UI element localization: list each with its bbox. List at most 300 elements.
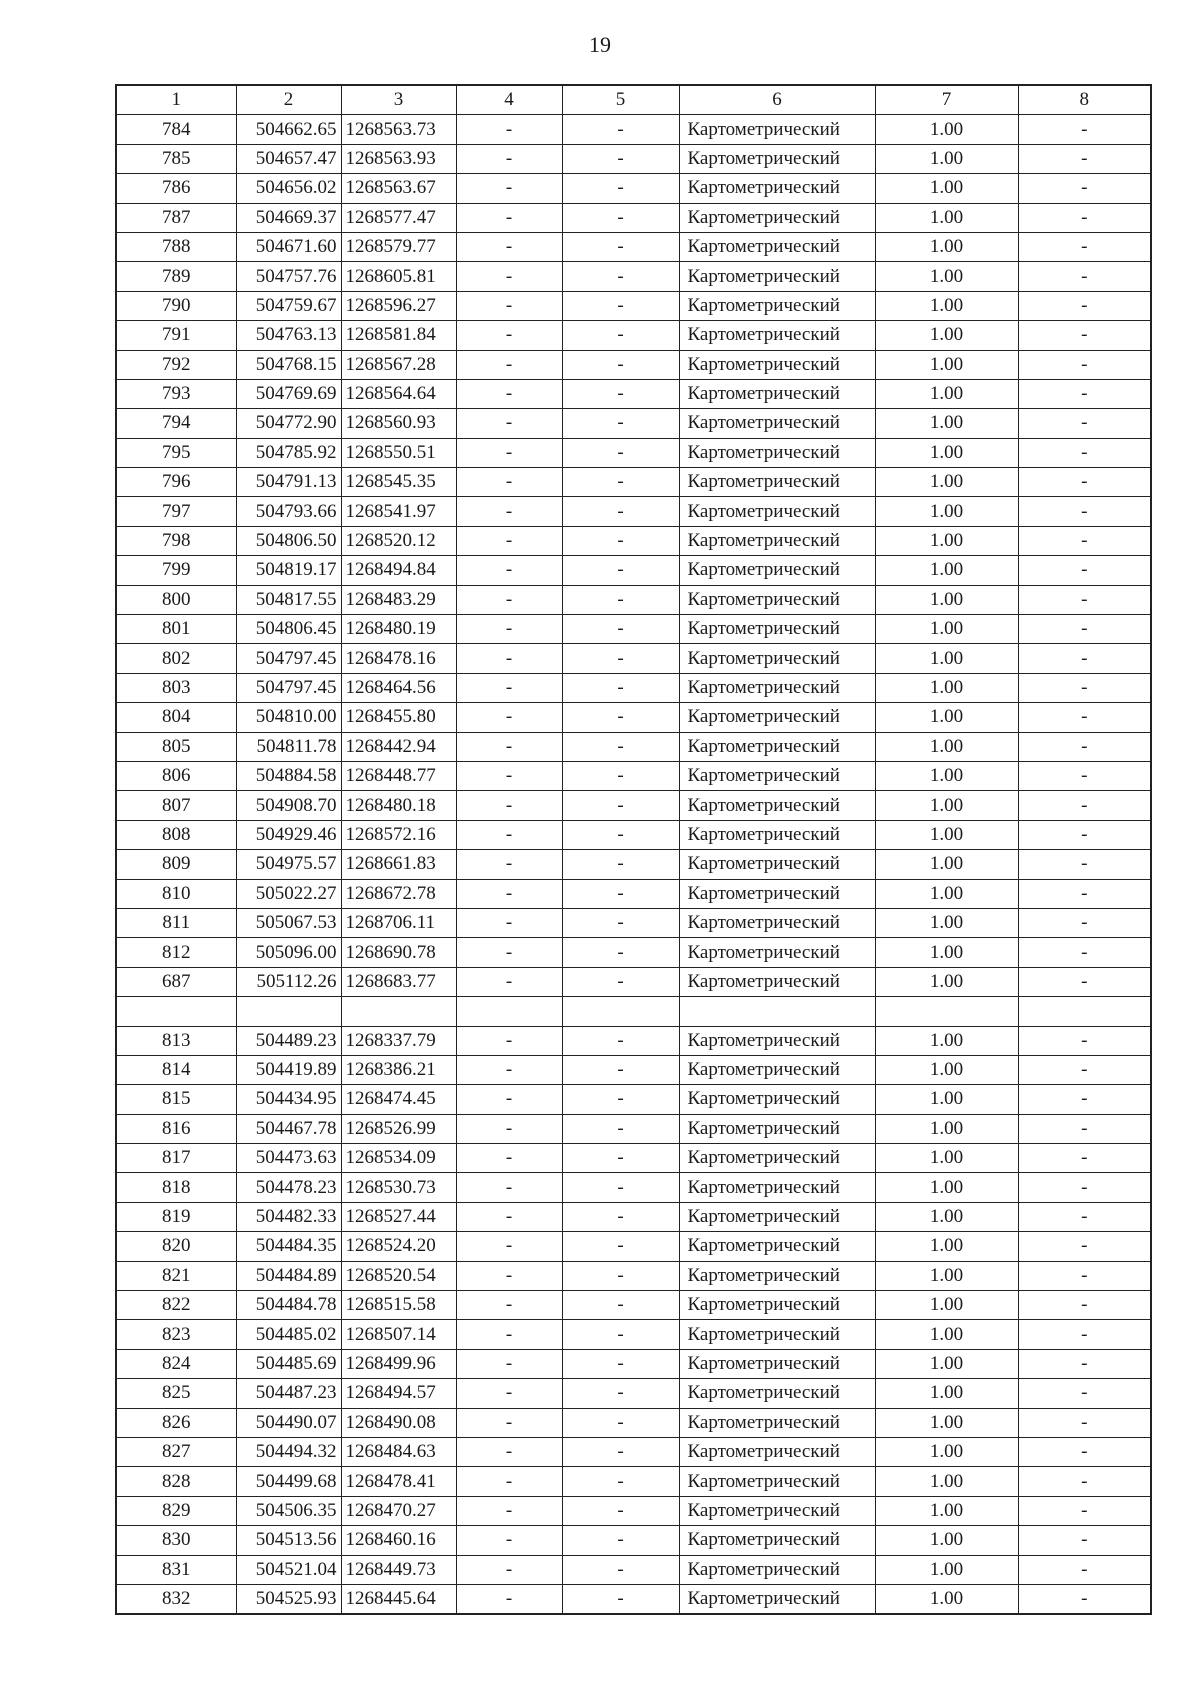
cell-y-coordinate: 1268605.81	[341, 262, 456, 291]
cell-col-5-value: -	[562, 1291, 679, 1320]
cell-method: Картометрический	[679, 585, 875, 614]
table-row	[116, 1173, 1151, 1202]
cell-y-coordinate: 1268577.47	[341, 203, 456, 232]
cell-x-coordinate: 504485.69	[236, 1349, 341, 1378]
cell-col-4-value: -	[456, 1114, 562, 1143]
cell-col-8-value: -	[1018, 1467, 1151, 1496]
table-body	[116, 115, 1151, 1614]
cell-point-number: 812	[116, 938, 236, 967]
table-header-row	[116, 85, 1151, 115]
cell-point-number: 787	[116, 203, 236, 232]
cell-method: Картометрический	[679, 497, 875, 526]
header-cell-3: 3	[341, 85, 456, 115]
cell-col-4-value: -	[456, 556, 562, 585]
cell-col-5-value: -	[562, 1437, 679, 1466]
cell-col-8-value: -	[1018, 1026, 1151, 1055]
cell-col-4-value: -	[456, 232, 562, 261]
table-row	[116, 321, 1151, 350]
cell-point-number: 828	[116, 1467, 236, 1496]
cell-accuracy: 1.00	[875, 1026, 1018, 1055]
cell-col-4-value: -	[456, 644, 562, 673]
cell-x-coordinate: 504656.02	[236, 174, 341, 203]
cell-point-number: 804	[116, 703, 236, 732]
cell-col-5-value: -	[562, 1320, 679, 1349]
table-row	[116, 1114, 1151, 1143]
cell-method: Картометрический	[679, 1408, 875, 1437]
cell-y-coordinate: 1268480.18	[341, 791, 456, 820]
cell-point-number: 799	[116, 556, 236, 585]
cell-accuracy: 1.00	[875, 615, 1018, 644]
cell-method: Картометрический	[679, 409, 875, 438]
cell-col-8-value: -	[1018, 203, 1151, 232]
cell-y-coordinate: 1268563.93	[341, 144, 456, 173]
cell-col-4-value: -	[456, 262, 562, 291]
cell-y-coordinate: 1268445.64	[341, 1584, 456, 1614]
cell-method: Картометрический	[679, 1202, 875, 1231]
cell-col-5-value: -	[562, 1026, 679, 1055]
cell-col-8-value: -	[1018, 673, 1151, 702]
cell-accuracy	[875, 997, 1018, 1026]
cell-col-8-value: -	[1018, 291, 1151, 320]
cell-accuracy: 1.00	[875, 1379, 1018, 1408]
cell-point-number: 809	[116, 850, 236, 879]
coordinates-table	[115, 84, 1152, 1615]
cell-x-coordinate: 505112.26	[236, 967, 341, 996]
cell-col-4-value: -	[456, 1584, 562, 1614]
table-row	[116, 1408, 1151, 1437]
cell-x-coordinate: 504806.45	[236, 615, 341, 644]
cell-accuracy: 1.00	[875, 1349, 1018, 1378]
cell-accuracy: 1.00	[875, 585, 1018, 614]
cell-y-coordinate: 1268526.99	[341, 1114, 456, 1143]
cell-col-8-value: -	[1018, 438, 1151, 467]
cell-point-number: 786	[116, 174, 236, 203]
cell-accuracy: 1.00	[875, 174, 1018, 203]
cell-point-number: 800	[116, 585, 236, 614]
cell-col-8-value: -	[1018, 1320, 1151, 1349]
cell-accuracy: 1.00	[875, 468, 1018, 497]
cell-col-5-value: -	[562, 1467, 679, 1496]
cell-col-8-value: -	[1018, 1584, 1151, 1614]
cell-method: Картометрический	[679, 1232, 875, 1261]
cell-point-number: 814	[116, 1055, 236, 1084]
table-row	[116, 409, 1151, 438]
cell-x-coordinate: 504908.70	[236, 791, 341, 820]
cell-col-5-value: -	[562, 1496, 679, 1525]
cell-method: Картометрический	[679, 732, 875, 761]
cell-point-number: 793	[116, 379, 236, 408]
cell-accuracy: 1.00	[875, 350, 1018, 379]
page-number: 19	[589, 32, 611, 57]
cell-col-4-value: -	[456, 1320, 562, 1349]
cell-y-coordinate: 1268448.77	[341, 761, 456, 790]
cell-method: Картометрический	[679, 1437, 875, 1466]
table-row	[116, 468, 1151, 497]
cell-col-5-value: -	[562, 761, 679, 790]
cell-method: Картометрический	[679, 1026, 875, 1055]
cell-point-number: 796	[116, 468, 236, 497]
table-row	[116, 615, 1151, 644]
table-row	[116, 850, 1151, 879]
table-row	[116, 1055, 1151, 1084]
cell-y-coordinate: 1268470.27	[341, 1496, 456, 1525]
cell-y-coordinate: 1268672.78	[341, 879, 456, 908]
cell-method: Картометрический	[679, 379, 875, 408]
cell-col-8-value: -	[1018, 262, 1151, 291]
cell-method: Картометрический	[679, 203, 875, 232]
cell-accuracy: 1.00	[875, 291, 1018, 320]
cell-col-4-value: -	[456, 1408, 562, 1437]
header-cell-2: 2	[236, 85, 341, 115]
cell-method: Картометрический	[679, 1261, 875, 1290]
cell-point-number: 818	[116, 1173, 236, 1202]
header-cell-5: 5	[562, 85, 679, 115]
cell-x-coordinate: 504506.35	[236, 1496, 341, 1525]
cell-point-number: 805	[116, 732, 236, 761]
cell-y-coordinate: 1268567.28	[341, 350, 456, 379]
cell-accuracy: 1.00	[875, 1320, 1018, 1349]
cell-x-coordinate: 504657.47	[236, 144, 341, 173]
cell-point-number: 829	[116, 1496, 236, 1525]
cell-method: Картометрический	[679, 1320, 875, 1349]
cell-accuracy: 1.00	[875, 850, 1018, 879]
cell-col-8-value: -	[1018, 1555, 1151, 1584]
cell-col-8-value: -	[1018, 1437, 1151, 1466]
cell-x-coordinate: 504484.35	[236, 1232, 341, 1261]
cell-method: Картометрический	[679, 556, 875, 585]
cell-accuracy: 1.00	[875, 1437, 1018, 1466]
header-cell-6: 6	[679, 85, 875, 115]
cell-point-number: 794	[116, 409, 236, 438]
cell-y-coordinate: 1268563.67	[341, 174, 456, 203]
cell-method: Картометрический	[679, 967, 875, 996]
cell-point-number: 811	[116, 908, 236, 937]
cell-point-number: 791	[116, 321, 236, 350]
cell-x-coordinate: 504484.89	[236, 1261, 341, 1290]
cell-point-number: 808	[116, 820, 236, 849]
cell-col-4-value: -	[456, 468, 562, 497]
cell-col-4-value: -	[456, 1496, 562, 1525]
cell-method: Картометрический	[679, 291, 875, 320]
cell-col-8-value: -	[1018, 1379, 1151, 1408]
cell-accuracy: 1.00	[875, 321, 1018, 350]
cell-x-coordinate: 504929.46	[236, 820, 341, 849]
cell-accuracy: 1.00	[875, 673, 1018, 702]
cell-y-coordinate: 1268464.56	[341, 673, 456, 702]
cell-x-coordinate: 504662.65	[236, 115, 341, 144]
cell-col-5-value	[562, 997, 679, 1026]
cell-y-coordinate: 1268499.96	[341, 1349, 456, 1378]
cell-point-number: 830	[116, 1526, 236, 1555]
cell-method: Картометрический	[679, 820, 875, 849]
cell-col-8-value: -	[1018, 585, 1151, 614]
cell-col-8-value: -	[1018, 791, 1151, 820]
cell-col-5-value: -	[562, 1349, 679, 1378]
cell-method: Картометрический	[679, 262, 875, 291]
cell-col-8-value: -	[1018, 1526, 1151, 1555]
cell-accuracy: 1.00	[875, 1114, 1018, 1143]
cell-col-4-value: -	[456, 497, 562, 526]
cell-col-5-value: -	[562, 820, 679, 849]
table-row	[116, 673, 1151, 702]
cell-method: Картометрический	[679, 615, 875, 644]
cell-y-coordinate: 1268478.16	[341, 644, 456, 673]
cell-point-number: 795	[116, 438, 236, 467]
cell-col-5-value: -	[562, 1526, 679, 1555]
cell-col-5-value: -	[562, 556, 679, 585]
cell-point-number: 824	[116, 1349, 236, 1378]
table-row	[116, 1261, 1151, 1290]
cell-col-5-value: -	[562, 379, 679, 408]
cell-point-number: 801	[116, 615, 236, 644]
table-row	[116, 879, 1151, 908]
cell-method: Картометрический	[679, 115, 875, 144]
cell-col-4-value: -	[456, 879, 562, 908]
cell-x-coordinate: 504810.00	[236, 703, 341, 732]
table-row	[116, 938, 1151, 967]
cell-x-coordinate: 505096.00	[236, 938, 341, 967]
cell-col-5-value: -	[562, 409, 679, 438]
cell-method: Картометрический	[679, 232, 875, 261]
cell-col-8-value: -	[1018, 1291, 1151, 1320]
cell-method: Картометрический	[679, 174, 875, 203]
cell-x-coordinate: 504817.55	[236, 585, 341, 614]
cell-col-8-value: -	[1018, 1144, 1151, 1173]
cell-method: Картометрический	[679, 1085, 875, 1114]
cell-point-number: 790	[116, 291, 236, 320]
table-row	[116, 1379, 1151, 1408]
table-row	[116, 791, 1151, 820]
cell-col-5-value: -	[562, 1202, 679, 1231]
cell-col-5-value: -	[562, 644, 679, 673]
cell-point-number: 687	[116, 967, 236, 996]
cell-x-coordinate: 504434.95	[236, 1085, 341, 1114]
cell-x-coordinate: 504759.67	[236, 291, 341, 320]
table-row	[116, 1026, 1151, 1055]
cell-accuracy: 1.00	[875, 1202, 1018, 1231]
cell-accuracy: 1.00	[875, 1232, 1018, 1261]
cell-x-coordinate: 504768.15	[236, 350, 341, 379]
cell-col-5-value: -	[562, 232, 679, 261]
cell-method: Картометрический	[679, 1496, 875, 1525]
cell-col-5-value: -	[562, 1261, 679, 1290]
cell-point-number: 827	[116, 1437, 236, 1466]
header-cell-8: 8	[1018, 85, 1151, 115]
cell-col-8-value: -	[1018, 1085, 1151, 1114]
cell-accuracy: 1.00	[875, 761, 1018, 790]
cell-accuracy: 1.00	[875, 438, 1018, 467]
cell-point-number: 815	[116, 1085, 236, 1114]
cell-accuracy: 1.00	[875, 232, 1018, 261]
cell-point-number: 788	[116, 232, 236, 261]
cell-accuracy: 1.00	[875, 938, 1018, 967]
cell-point-number: 797	[116, 497, 236, 526]
cell-col-8-value: -	[1018, 174, 1151, 203]
cell-x-coordinate: 504478.23	[236, 1173, 341, 1202]
cell-col-8-value: -	[1018, 1408, 1151, 1437]
cell-col-5-value: -	[562, 174, 679, 203]
cell-accuracy: 1.00	[875, 497, 1018, 526]
cell-col-4-value: -	[456, 1261, 562, 1290]
cell-col-8-value: -	[1018, 732, 1151, 761]
cell-x-coordinate: 504819.17	[236, 556, 341, 585]
table-row	[116, 262, 1151, 291]
cell-point-number: 825	[116, 1379, 236, 1408]
cell-col-5-value: -	[562, 203, 679, 232]
cell-col-4-value: -	[456, 791, 562, 820]
cell-y-coordinate: 1268515.58	[341, 1291, 456, 1320]
table-row	[116, 1144, 1151, 1173]
cell-col-8-value: -	[1018, 409, 1151, 438]
cell-method: Картометрический	[679, 908, 875, 937]
cell-accuracy: 1.00	[875, 262, 1018, 291]
cell-y-coordinate: 1268706.11	[341, 908, 456, 937]
cell-col-5-value: -	[562, 144, 679, 173]
cell-accuracy: 1.00	[875, 967, 1018, 996]
cell-col-4-value: -	[456, 1055, 562, 1084]
cell-col-5-value: -	[562, 1232, 679, 1261]
cell-x-coordinate: 504811.78	[236, 732, 341, 761]
cell-y-coordinate: 1268534.09	[341, 1144, 456, 1173]
cell-x-coordinate: 504669.37	[236, 203, 341, 232]
cell-col-4-value: -	[456, 350, 562, 379]
table-row	[116, 1467, 1151, 1496]
cell-col-4-value: -	[456, 144, 562, 173]
cell-col-5-value: -	[562, 497, 679, 526]
cell-col-8-value: -	[1018, 761, 1151, 790]
cell-accuracy: 1.00	[875, 1496, 1018, 1525]
cell-col-4-value: -	[456, 1291, 562, 1320]
cell-method: Картометрический	[679, 144, 875, 173]
cell-accuracy: 1.00	[875, 703, 1018, 732]
cell-x-coordinate: 504489.23	[236, 1026, 341, 1055]
cell-accuracy: 1.00	[875, 644, 1018, 673]
cell-x-coordinate: 504757.76	[236, 262, 341, 291]
cell-col-5-value: -	[562, 262, 679, 291]
cell-accuracy: 1.00	[875, 879, 1018, 908]
cell-y-coordinate: 1268449.73	[341, 1555, 456, 1584]
cell-point-number: 822	[116, 1291, 236, 1320]
cell-y-coordinate: 1268460.16	[341, 1526, 456, 1555]
cell-col-4-value: -	[456, 850, 562, 879]
cell-x-coordinate: 504975.57	[236, 850, 341, 879]
cell-col-4-value: -	[456, 1437, 562, 1466]
cell-col-4-value: -	[456, 1173, 562, 1202]
table-row	[116, 703, 1151, 732]
cell-col-5-value: -	[562, 350, 679, 379]
table-row	[116, 644, 1151, 673]
cell-col-4-value: -	[456, 1085, 562, 1114]
cell-col-5-value: -	[562, 468, 679, 497]
cell-col-8-value: -	[1018, 115, 1151, 144]
cell-col-8-value: -	[1018, 908, 1151, 937]
cell-accuracy: 1.00	[875, 1526, 1018, 1555]
cell-col-4-value: -	[456, 203, 562, 232]
table-row	[116, 1437, 1151, 1466]
cell-x-coordinate: 505022.27	[236, 879, 341, 908]
cell-method: Картометрический	[679, 1055, 875, 1084]
cell-x-coordinate: 504467.78	[236, 1114, 341, 1143]
cell-col-4-value: -	[456, 1467, 562, 1496]
cell-method: Картометрический	[679, 703, 875, 732]
table-row	[116, 1584, 1151, 1614]
table-row	[116, 232, 1151, 261]
cell-y-coordinate: 1268683.77	[341, 967, 456, 996]
cell-x-coordinate: 504785.92	[236, 438, 341, 467]
cell-point-number: 813	[116, 1026, 236, 1055]
cell-col-4-value: -	[456, 967, 562, 996]
cell-method: Картометрический	[679, 791, 875, 820]
cell-y-coordinate: 1268455.80	[341, 703, 456, 732]
cell-y-coordinate: 1268572.16	[341, 820, 456, 849]
cell-y-coordinate: 1268563.73	[341, 115, 456, 144]
cell-accuracy: 1.00	[875, 908, 1018, 937]
table-row	[116, 526, 1151, 555]
cell-x-coordinate: 504485.02	[236, 1320, 341, 1349]
cell-point-number: 802	[116, 644, 236, 673]
cell-method: Картометрический	[679, 1349, 875, 1378]
cell-point-number: 798	[116, 526, 236, 555]
table-row	[116, 1232, 1151, 1261]
cell-method: Картометрический	[679, 644, 875, 673]
table-row	[116, 761, 1151, 790]
cell-col-8-value: -	[1018, 1055, 1151, 1084]
cell-accuracy: 1.00	[875, 791, 1018, 820]
table-row	[116, 556, 1151, 585]
cell-x-coordinate: 504419.89	[236, 1055, 341, 1084]
cell-x-coordinate: 504473.63	[236, 1144, 341, 1173]
cell-y-coordinate: 1268337.79	[341, 1026, 456, 1055]
cell-col-5-value: -	[562, 850, 679, 879]
cell-accuracy: 1.00	[875, 732, 1018, 761]
cell-y-coordinate: 1268541.97	[341, 497, 456, 526]
cell-col-8-value: -	[1018, 1349, 1151, 1378]
table-row	[116, 291, 1151, 320]
cell-col-5-value: -	[562, 938, 679, 967]
cell-col-8-value: -	[1018, 321, 1151, 350]
cell-accuracy: 1.00	[875, 1085, 1018, 1114]
cell-accuracy: 1.00	[875, 1144, 1018, 1173]
cell-method: Картометрический	[679, 1526, 875, 1555]
cell-col-5-value: -	[562, 1173, 679, 1202]
cell-col-4-value: -	[456, 1379, 562, 1408]
cell-x-coordinate: 504513.56	[236, 1526, 341, 1555]
cell-x-coordinate: 505067.53	[236, 908, 341, 937]
cell-col-5-value: -	[562, 1055, 679, 1084]
cell-col-4-value: -	[456, 379, 562, 408]
cell-col-8-value: -	[1018, 615, 1151, 644]
cell-method: Картометрический	[679, 1114, 875, 1143]
cell-method: Картометрический	[679, 438, 875, 467]
cell-col-4-value: -	[456, 115, 562, 144]
cell-col-8-value: -	[1018, 1173, 1151, 1202]
table-row	[116, 1555, 1151, 1584]
cell-y-coordinate: 1268478.41	[341, 1467, 456, 1496]
cell-col-5-value: -	[562, 585, 679, 614]
cell-col-4-value: -	[456, 673, 562, 702]
header-cell-7: 7	[875, 85, 1018, 115]
cell-accuracy: 1.00	[875, 1408, 1018, 1437]
cell-y-coordinate: 1268579.77	[341, 232, 456, 261]
table-row	[116, 1320, 1151, 1349]
cell-point-number: 785	[116, 144, 236, 173]
cell-col-8-value	[1018, 997, 1151, 1026]
cell-col-5-value: -	[562, 321, 679, 350]
table-row	[116, 997, 1151, 1026]
cell-accuracy: 1.00	[875, 144, 1018, 173]
cell-col-4-value: -	[456, 938, 562, 967]
cell-x-coordinate: 504797.45	[236, 644, 341, 673]
